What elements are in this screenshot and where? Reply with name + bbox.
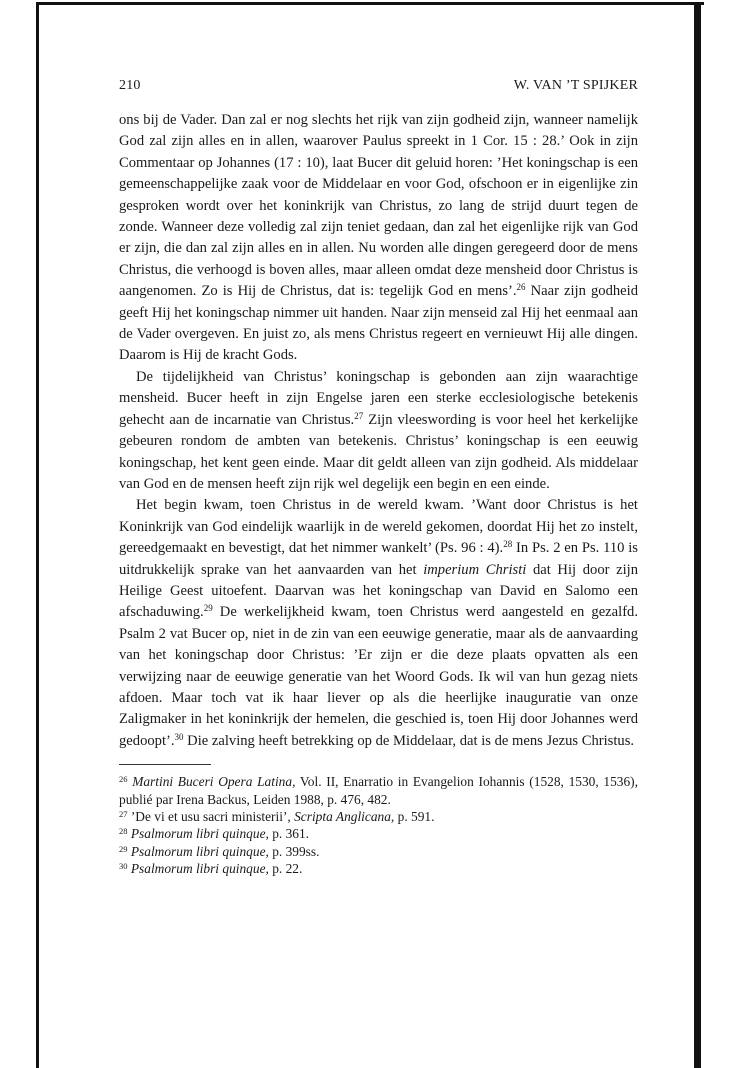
footnote-marker: 28	[503, 539, 513, 550]
footnote-marker: 30	[119, 861, 128, 872]
footnote-marker: 27	[119, 809, 128, 819]
page-number: 210	[119, 78, 141, 93]
text-run: ’De vi et usu sacri ministerii’,	[127, 809, 295, 824]
text-run: Het begin kwam, toen Christus in de wereld kwam. ’Want door Christus is het Koninkrijk van God eindelijk waarlijk in de wereld gekomen, doordat Hij het zo instelt, gereedgemaakt en bevestigt, dat het nimmer wankelt’ (Ps. 96 : 4).	[119, 497, 638, 557]
footnote	[119, 843, 638, 860]
italic-text: Scripta Anglicana,	[294, 809, 395, 824]
paragraph	[119, 367, 638, 495]
footnote-rule	[119, 764, 211, 765]
text-run: Die zalving heeft betrekking op de Middelaar, dat is de mens Jezus Christus.	[183, 732, 635, 749]
text-run: p. 22.	[268, 861, 303, 877]
text-run: In Ps. 2 en Ps. 110 is uitdrukkelijk sprake van het aanvaarden van het	[119, 540, 638, 578]
text-run: Zijn vleeswording is voor heel het kerkelijke gebeuren rondom de ambten van betekenis. Christus’ koningschap is een eeuwig koningschap, het kent geen einde. Maar dit geldt alleen van zijn godheid. Als middelaar van God en de mensen heeft zijn rijk wel degelijk een begin en een einde.	[119, 411, 638, 492]
footnotes	[119, 773, 638, 877]
page	[119, 78, 638, 878]
text-run: De tijdelijkheid van Christus’ koningschap is gebonden aan zijn waarachtige mensheid. Bucer heeft in zijn Engelse jaren een sterke ecclesiologische betekenis gehecht aan de incarnatie van Christus.	[119, 368, 638, 428]
page-border-right	[694, 2, 701, 1068]
paragraph	[119, 495, 638, 752]
italic-text: Martini Buceri Opera Latina,	[132, 774, 296, 790]
text-run: p. 361.	[268, 826, 310, 842]
footnote-marker: 26	[119, 774, 128, 785]
text-run: Naar zijn godheid geeft Hij het koningschap nimmer uit handen. Naar zijn menseid zal Hij het eenmaal aan de Vader overgeven. En juist zo, als mens Christus regeert en vernieuwt Hij alle dingen. Daarom is Hij de kracht Gods.	[119, 283, 638, 364]
text-run: ons bij de Vader. Dan zal er nog slechts het rijk van zijn godheid zijn, wanneer namelijk God zal zijn alles en in allen, waarover Paulus spreekt in 1 Cor. 15 : 28.’ Ook in zijn Commentaar op Johannes (17 : 10), laat Bucer dit geluid horen: ’Het koningschap is een gemeenschappelijke zaak voor de Middelaar en voor God, ofschoon er in eigenlijke zin gesproken wordt over het koninkrijk van Christus, zo lang de strijd duurt tegen de zonde. Wanneer deze volledig zal zijn teniet gedaan, dan zal het eigenlijke rijk van God er zijn, die dan zal zijn alles en in allen. Nu worden alle dingen geregeerd door de mens Christus, die verhoogd is boven alles, maar alleen omdat deze mensheid door Christus is aangenomen. Zo is Hij de Christus, dat is: tegelijk God en mens’.	[119, 112, 638, 300]
page-border-top	[36, 2, 704, 5]
footnote-marker: 30	[174, 731, 184, 742]
body-text	[119, 110, 638, 752]
footnote-marker: 28	[119, 826, 128, 837]
footnote	[119, 808, 638, 825]
footnote	[119, 773, 638, 808]
italic-text: Psalmorum libri quinque,	[130, 826, 269, 842]
text-run: p. 591.	[394, 809, 435, 824]
text-run: p. 399ss.	[268, 843, 320, 859]
text-run: dat Hij door zijn Heilige Geest uitoefent. Daarvan was het koningschap van David en Salomo een afschaduwing.	[119, 561, 638, 621]
italic-text: Psalmorum libri quinque,	[130, 843, 269, 859]
italic-text: Psalmorum libri quinque,	[130, 861, 269, 877]
footnote-marker: 27	[354, 410, 364, 421]
footnote	[119, 860, 638, 877]
paragraph	[119, 110, 638, 367]
footnote-marker: 29	[119, 843, 128, 854]
text-run: De werkelijkheid kwam, toen Christus werd aangesteld en gezalfd. Psalm 2 vat Bucer op, niet in de zin van een eeuwige generatie, maar als de aanvaarding van het koningschap door Christus: ’Er zijn er die deze plaats opvatten als een verwijzing naar de eeuwige generatie van het Woord Gods. Ik wil van hun gezag niets afdoen. Maar toch vat ik haar liever op als die heerlijke inauguratie van onze Zaligmaker in het koninkrijk der hemelen, die geschied is, toen Hij door Johannes werd gedoopt’.	[119, 604, 638, 749]
text-run: Vol. II, Enarratio in Evangelion Iohannis (1528, 1530, 1536), publié par Irena Backus, Leiden 1988, p. 476, 482.	[119, 774, 638, 807]
footnote	[119, 825, 638, 842]
footnote-marker: 29	[203, 603, 213, 614]
running-title: W. VAN ’T SPIJKER	[513, 78, 638, 93]
italic-text: imperium Christi	[423, 561, 527, 578]
running-head	[119, 78, 638, 94]
footnote-marker: 26	[516, 282, 526, 293]
page-border-left	[36, 2, 39, 1068]
